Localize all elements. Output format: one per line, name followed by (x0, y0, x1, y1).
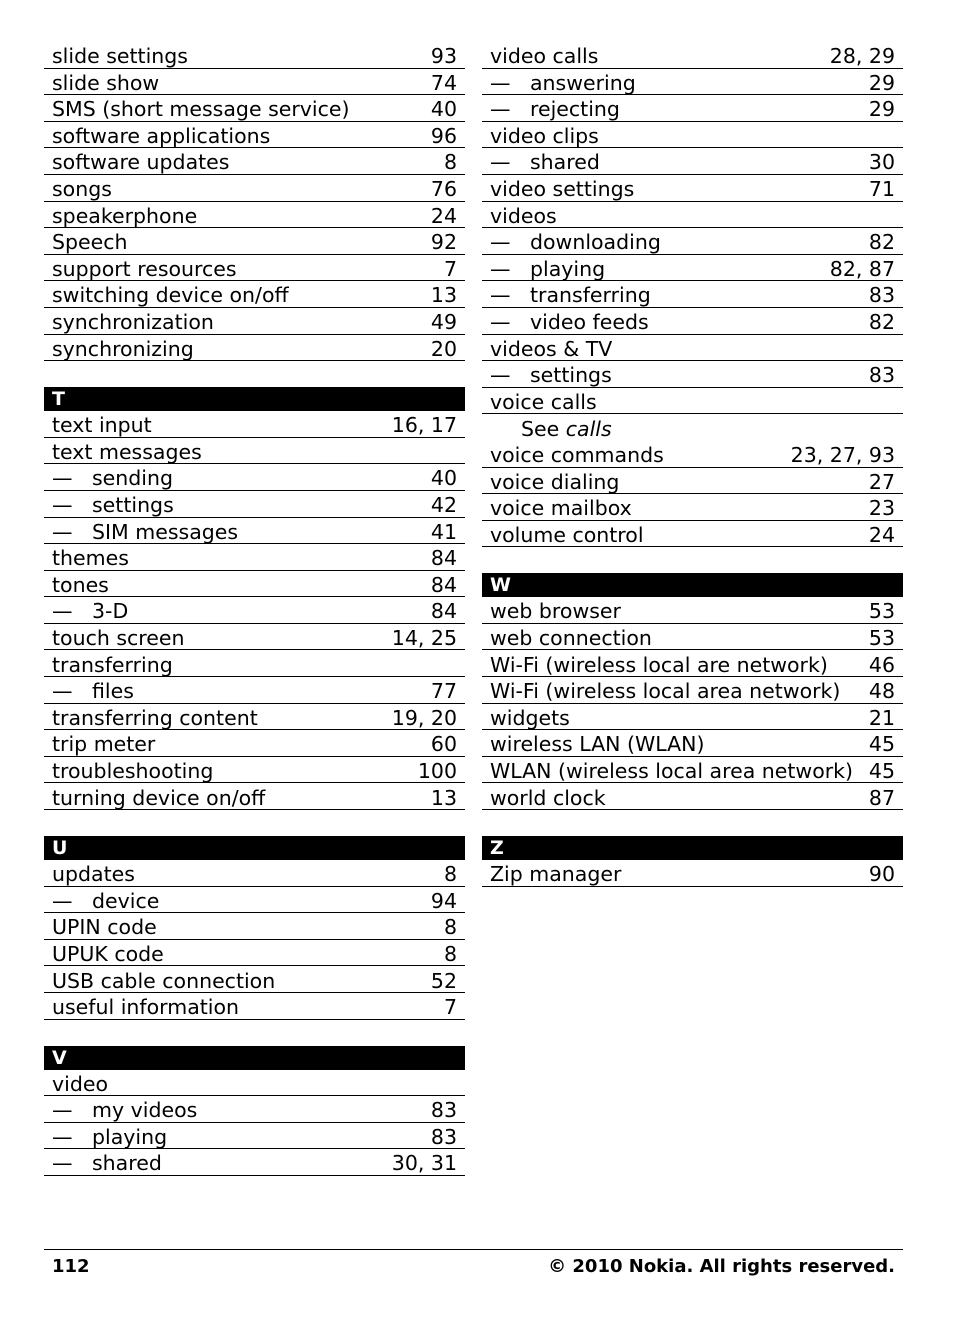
page-reference[interactable]: 82 (868, 230, 895, 255)
page-reference[interactable]: 83 (430, 1124, 457, 1149)
page-reference[interactable]: 30, 31 (391, 1151, 457, 1176)
subentry-term (52, 601, 128, 622)
page-reference[interactable]: 48 (868, 679, 895, 704)
entry-term: transferring content (52, 705, 258, 730)
page-reference[interactable]: 7 (443, 256, 457, 281)
entry-term: songs (52, 177, 112, 202)
subentry-dash: — (52, 1151, 73, 1176)
index-subentry (44, 491, 465, 518)
entry-term: updates (52, 862, 135, 887)
subentry-dash: — (52, 466, 73, 491)
page-reference[interactable]: 53 (868, 599, 895, 624)
page-reference[interactable]: 8 (443, 862, 457, 887)
index-entry (44, 544, 465, 571)
index-entry (482, 175, 903, 202)
index-entry (44, 704, 465, 731)
page-reference[interactable]: 24 (430, 203, 457, 228)
subentry-label: settings (92, 493, 174, 517)
subentry-dash: — (490, 363, 511, 388)
entry-term: UPUK code (52, 941, 164, 966)
entry-term: Speech (52, 230, 128, 255)
entry-term: voice calls (490, 389, 597, 414)
subentry-dash: — (52, 888, 73, 913)
subentry-label: SIM messages (92, 519, 239, 544)
page-reference[interactable]: 84 (430, 572, 457, 597)
entry-term: Wi-Fi (wireless local are network) (490, 652, 828, 677)
index-entry (44, 42, 465, 69)
copyright-notice: © 2010 Nokia. All rights reserved. (548, 1256, 895, 1277)
index-subentry (44, 518, 465, 545)
subentry-term (52, 495, 174, 516)
index-entry (44, 940, 465, 967)
index-entry (482, 860, 903, 887)
subentry-label: settings (530, 363, 612, 388)
subentry-term (490, 312, 649, 333)
see-text (521, 419, 612, 440)
entry-term: web connection (490, 625, 652, 650)
entry-term: slide show (52, 70, 160, 95)
subentry-label: sending (92, 466, 173, 491)
section-letter-header: V (44, 1046, 465, 1070)
entry-term: world clock (490, 785, 606, 810)
page-reference[interactable]: 13 (430, 283, 457, 308)
see-label: See (521, 417, 560, 442)
index-subentry (482, 95, 903, 122)
index-entry (482, 704, 903, 731)
page-reference[interactable]: 60 (430, 732, 457, 757)
page-reference[interactable]: 20 (430, 336, 457, 361)
page-reference[interactable]: 7 (443, 995, 457, 1020)
index-entry (44, 122, 465, 149)
index-entry (482, 202, 903, 229)
subentry-label: shared (92, 1151, 162, 1176)
index-subentry (44, 597, 465, 624)
entry-term: video calls (490, 44, 599, 69)
subentry-dash: — (490, 97, 511, 122)
page-reference[interactable]: 77 (430, 679, 457, 704)
section-spacer (482, 547, 903, 573)
index-entry (482, 388, 903, 415)
page-reference[interactable]: 94 (430, 888, 457, 913)
entry-term: video clips (490, 123, 599, 148)
index-entry (482, 122, 903, 149)
subentry-term (52, 1153, 162, 1174)
entry-term: video (52, 1071, 108, 1096)
index-entry (44, 95, 465, 122)
page-reference[interactable]: 41 (430, 519, 457, 544)
page-reference[interactable]: 53 (868, 625, 895, 650)
page-reference[interactable]: 52 (430, 968, 457, 993)
page-reference[interactable]: 13 (430, 785, 457, 810)
index-subentry (44, 1123, 465, 1150)
section-spacer (44, 361, 465, 387)
entry-term: turning device on/off (52, 785, 266, 810)
entry-term: slide settings (52, 44, 188, 69)
entry-term: SMS (short message service) (52, 97, 350, 122)
index-entry (482, 441, 903, 468)
page-reference[interactable]: 82, 87 (829, 256, 895, 281)
index-entry (482, 335, 903, 362)
section-spacer (44, 1020, 465, 1046)
index-entry (482, 677, 903, 704)
page-reference[interactable]: 23, 27, 93 (790, 443, 895, 467)
entry-term: synchronizing (52, 336, 194, 361)
index-entry (44, 308, 465, 335)
subentry-term (52, 888, 160, 913)
page-reference[interactable]: 14, 25 (391, 625, 457, 650)
page-reference[interactable]: 83 (868, 283, 895, 308)
entry-term: Wi-Fi (wireless local area network) (490, 679, 841, 704)
page-reference[interactable]: 16, 17 (391, 413, 457, 438)
entry-term: USB cable connection (52, 968, 276, 993)
section-letter-header: Z (482, 836, 903, 860)
subentry-term (490, 70, 636, 95)
page-reference[interactable]: 40 (430, 466, 457, 491)
subentry-label: playing (92, 1124, 168, 1149)
section-spacer (44, 810, 465, 836)
index-see-reference (482, 414, 903, 441)
page-reference[interactable]: 83 (868, 363, 895, 388)
entry-term: touch screen (52, 625, 185, 650)
entry-term: trip meter (52, 732, 156, 757)
entry-term: support resources (52, 256, 237, 281)
index-entry (44, 993, 465, 1020)
subentry-term (490, 285, 651, 306)
page-reference[interactable]: 8 (443, 941, 457, 966)
subentry-term (52, 1100, 197, 1121)
entry-term: web browser (490, 599, 621, 624)
index-entry (482, 42, 903, 69)
subentry-label: 3-D (92, 599, 129, 624)
subentry-label: my videos (92, 1098, 198, 1123)
subentry-dash: — (52, 599, 73, 624)
page-reference[interactable]: 83 (430, 1098, 457, 1123)
page-reference[interactable]: 40 (430, 97, 457, 122)
index-entry (44, 228, 465, 255)
see-target-link[interactable]: calls (565, 417, 612, 442)
subentry-dash: — (490, 70, 511, 95)
index-entry (44, 281, 465, 308)
entry-term: themes (52, 546, 129, 571)
page-footer (44, 1249, 903, 1280)
subentry-term (490, 256, 606, 281)
index-entry (482, 521, 903, 548)
subentry-dash: — (52, 519, 73, 544)
page-reference[interactable]: 45 (868, 758, 895, 783)
entry-term: videos (490, 203, 557, 228)
index-entry (44, 175, 465, 202)
subentry-label: video feeds (530, 310, 649, 335)
index-entry (482, 597, 903, 624)
page-reference[interactable]: 100 (417, 758, 457, 783)
index-subentry (44, 1096, 465, 1123)
page-reference[interactable]: 92 (430, 230, 457, 255)
index-subentry (482, 69, 903, 96)
page-reference[interactable]: 8 (443, 915, 457, 940)
page-reference[interactable]: 21 (868, 705, 895, 730)
index-entry (482, 730, 903, 757)
page-reference[interactable]: 28, 29 (829, 44, 895, 69)
subentry-dash: — (52, 1098, 73, 1123)
index-entry (482, 757, 903, 784)
index-subentry (482, 281, 903, 308)
entry-term: software applications (52, 123, 271, 148)
entry-term: voice dialing (490, 469, 620, 494)
index-subentry (482, 308, 903, 335)
subentry-dash: — (490, 283, 511, 308)
page-reference[interactable]: 30 (868, 150, 895, 175)
entry-term: tones (52, 572, 109, 597)
entry-term: WLAN (wireless local area network) (490, 758, 854, 783)
index-entry (44, 783, 465, 810)
section-letter-header: W (482, 573, 903, 597)
subentry-dash: — (52, 1124, 73, 1149)
index-entry (44, 69, 465, 96)
page-reference[interactable]: 71 (868, 177, 895, 202)
subentry-label: playing (530, 256, 606, 281)
entry-term: widgets (490, 705, 570, 730)
subentry-term (490, 365, 612, 386)
index-entry (482, 624, 903, 651)
section-letter-header: U (44, 836, 465, 860)
index-subentry (482, 255, 903, 282)
subentry-label: files (92, 679, 134, 704)
index-entry (44, 202, 465, 229)
index-column-left (44, 42, 465, 1176)
index-entry (44, 730, 465, 757)
index-entry (482, 468, 903, 495)
page-reference[interactable]: 93 (430, 44, 457, 69)
page-reference[interactable]: 82 (868, 310, 895, 335)
index-column-right (482, 42, 903, 887)
page-reference[interactable]: 24 (868, 522, 895, 547)
entry-term: text messages (52, 439, 202, 464)
index-entry (44, 860, 465, 887)
page-reference[interactable]: 42 (430, 493, 457, 517)
index-subentry (44, 887, 465, 914)
entry-term: videos & TV (490, 336, 613, 361)
entry-term: text input (52, 413, 152, 438)
index-entry (44, 438, 465, 465)
page-reference[interactable]: 27 (868, 469, 895, 494)
entry-term: UPIN code (52, 915, 157, 940)
index-entry (482, 494, 903, 521)
entry-term: wireless LAN (WLAN) (490, 732, 705, 757)
index-subentry (44, 464, 465, 491)
index-entry (44, 624, 465, 651)
subentry-label: transferring (530, 283, 651, 308)
subentry-label: shared (530, 150, 600, 175)
index-subentry (44, 1149, 465, 1176)
subentry-label: rejecting (530, 97, 620, 122)
index-entry (44, 255, 465, 282)
index-entry (44, 1070, 465, 1097)
subentry-dash: — (490, 310, 511, 335)
page-reference[interactable]: 29 (868, 97, 895, 122)
entry-term: synchronization (52, 310, 214, 335)
subentry-term (490, 232, 661, 253)
entry-term: voice commands (490, 443, 664, 467)
subentry-label: downloading (530, 230, 661, 255)
index-entry (44, 757, 465, 784)
page-reference[interactable]: 90 (868, 862, 895, 887)
entry-term: volume control (490, 522, 644, 547)
page-reference[interactable]: 84 (430, 546, 457, 571)
entry-term: troubleshooting (52, 758, 214, 783)
subentry-dash: — (490, 230, 511, 255)
index-entry (44, 966, 465, 993)
entry-term: voice mailbox (490, 496, 632, 521)
page-reference[interactable]: 45 (868, 732, 895, 757)
page-reference[interactable]: 96 (430, 123, 457, 148)
index-entry (44, 411, 465, 438)
subentry-term (490, 99, 620, 120)
index-entry (482, 650, 903, 677)
index-entry (44, 913, 465, 940)
page-reference[interactable]: 84 (430, 599, 457, 624)
page-reference[interactable]: 74 (430, 70, 457, 95)
index-entry (44, 571, 465, 598)
page-reference[interactable]: 46 (868, 652, 895, 677)
page-reference[interactable]: 19, 20 (391, 705, 457, 730)
entry-term: video settings (490, 177, 635, 202)
subentry-term (52, 1124, 168, 1149)
entry-term: speakerphone (52, 203, 198, 228)
subentry-term (52, 519, 239, 544)
subentry-label: answering (530, 70, 636, 95)
index-entry (44, 335, 465, 362)
subentry-term (52, 468, 173, 489)
index-subentry (482, 148, 903, 175)
subentry-dash: — (490, 256, 511, 281)
subentry-label: device (92, 888, 160, 913)
subentry-dash: — (52, 679, 73, 704)
index-entry (482, 783, 903, 810)
subentry-term (52, 681, 134, 702)
page-reference[interactable]: 29 (868, 70, 895, 95)
entry-term: switching device on/off (52, 283, 289, 308)
page-number: 112 (52, 1256, 90, 1277)
entry-term: transferring (52, 652, 173, 677)
page-reference[interactable]: 87 (868, 785, 895, 810)
index-entry (44, 650, 465, 677)
entry-term: useful information (52, 995, 240, 1020)
page-reference[interactable]: 8 (443, 150, 457, 175)
index-subentry (482, 361, 903, 388)
subentry-dash: — (52, 493, 73, 517)
page-reference[interactable]: 49 (430, 310, 457, 335)
subentry-dash: — (490, 150, 511, 175)
section-spacer (482, 810, 903, 836)
index-subentry (44, 677, 465, 704)
entry-term: software updates (52, 150, 230, 175)
subentry-term (490, 152, 600, 173)
entry-term: Zip manager (490, 862, 622, 887)
index-subentry (482, 228, 903, 255)
index-entry (44, 148, 465, 175)
section-letter-header: T (44, 387, 465, 411)
page-reference[interactable]: 23 (868, 496, 895, 521)
page-reference[interactable]: 76 (430, 177, 457, 202)
